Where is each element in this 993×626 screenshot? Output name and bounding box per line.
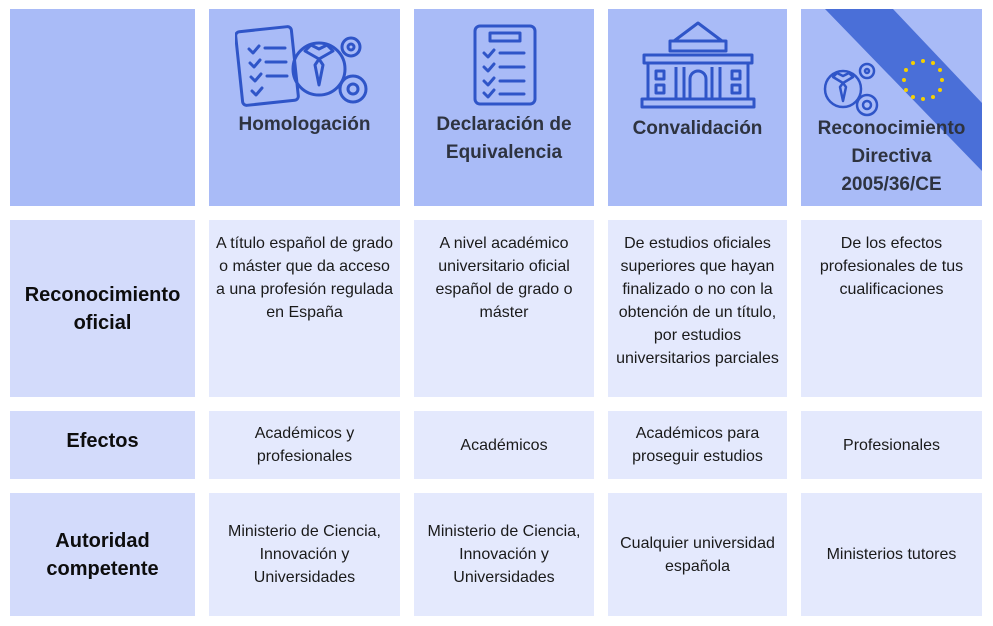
cell-convalidacion-autoridad: Cualquier universidad española bbox=[608, 493, 787, 616]
header-title: Convalidación bbox=[632, 118, 763, 139]
cell-directiva-efectos: Profesionales bbox=[801, 411, 982, 479]
cell-directiva-reconocimiento: De los efectos profesionales de tus cualificaciones bbox=[801, 220, 982, 397]
row-label-efectos: Efectos bbox=[10, 411, 195, 479]
cell-declaracion-reconocimiento: A nivel académico universitario oficial español de grado o máster bbox=[414, 220, 594, 397]
header-convalidacion bbox=[608, 9, 787, 206]
header-title: Declaración de Equivalencia bbox=[436, 114, 572, 163]
header-reconocimiento-directiva bbox=[801, 9, 982, 206]
header-title: Reconocimiento Directiva 2005/36/CE bbox=[817, 118, 966, 195]
cell-convalidacion-reconocimiento: De estudios oficiales superiores que hayan finalizado o no con la obtención de un título, por estudios universitarios parciales bbox=[608, 220, 787, 397]
university-building-icon bbox=[640, 19, 756, 111]
document-checklist-gears-icon bbox=[235, 23, 375, 113]
cell-directiva-autoridad: Ministerios tutores bbox=[801, 493, 982, 616]
cell-homologacion-efectos: Académicos y profesionales bbox=[209, 411, 400, 479]
row-label-reconocimiento-oficial: Reconocimiento oficial bbox=[10, 220, 195, 397]
cell-declaracion-autoridad: Ministerio de Ciencia, Innovación y Universidades bbox=[414, 493, 594, 616]
cell-convalidacion-efectos: Académicos para proseguir estudios bbox=[608, 411, 787, 479]
cell-declaracion-efectos: Académicos bbox=[414, 411, 594, 479]
checklist-icon bbox=[472, 23, 538, 107]
graduate-gears-icon bbox=[821, 53, 885, 119]
cell-homologacion-autoridad: Ministerio de Ciencia, Innovación y Universidades bbox=[209, 493, 400, 616]
header-homologacion bbox=[209, 9, 400, 206]
header-declaracion bbox=[414, 9, 594, 206]
header-title: Homologación bbox=[238, 114, 371, 135]
row-label-autoridad-competente: Autoridad competente bbox=[10, 493, 195, 616]
corner-header-cell bbox=[10, 9, 195, 206]
cell-homologacion-reconocimiento: A título español de grado o máster que da acceso a una profesión regulada en España bbox=[209, 220, 400, 397]
